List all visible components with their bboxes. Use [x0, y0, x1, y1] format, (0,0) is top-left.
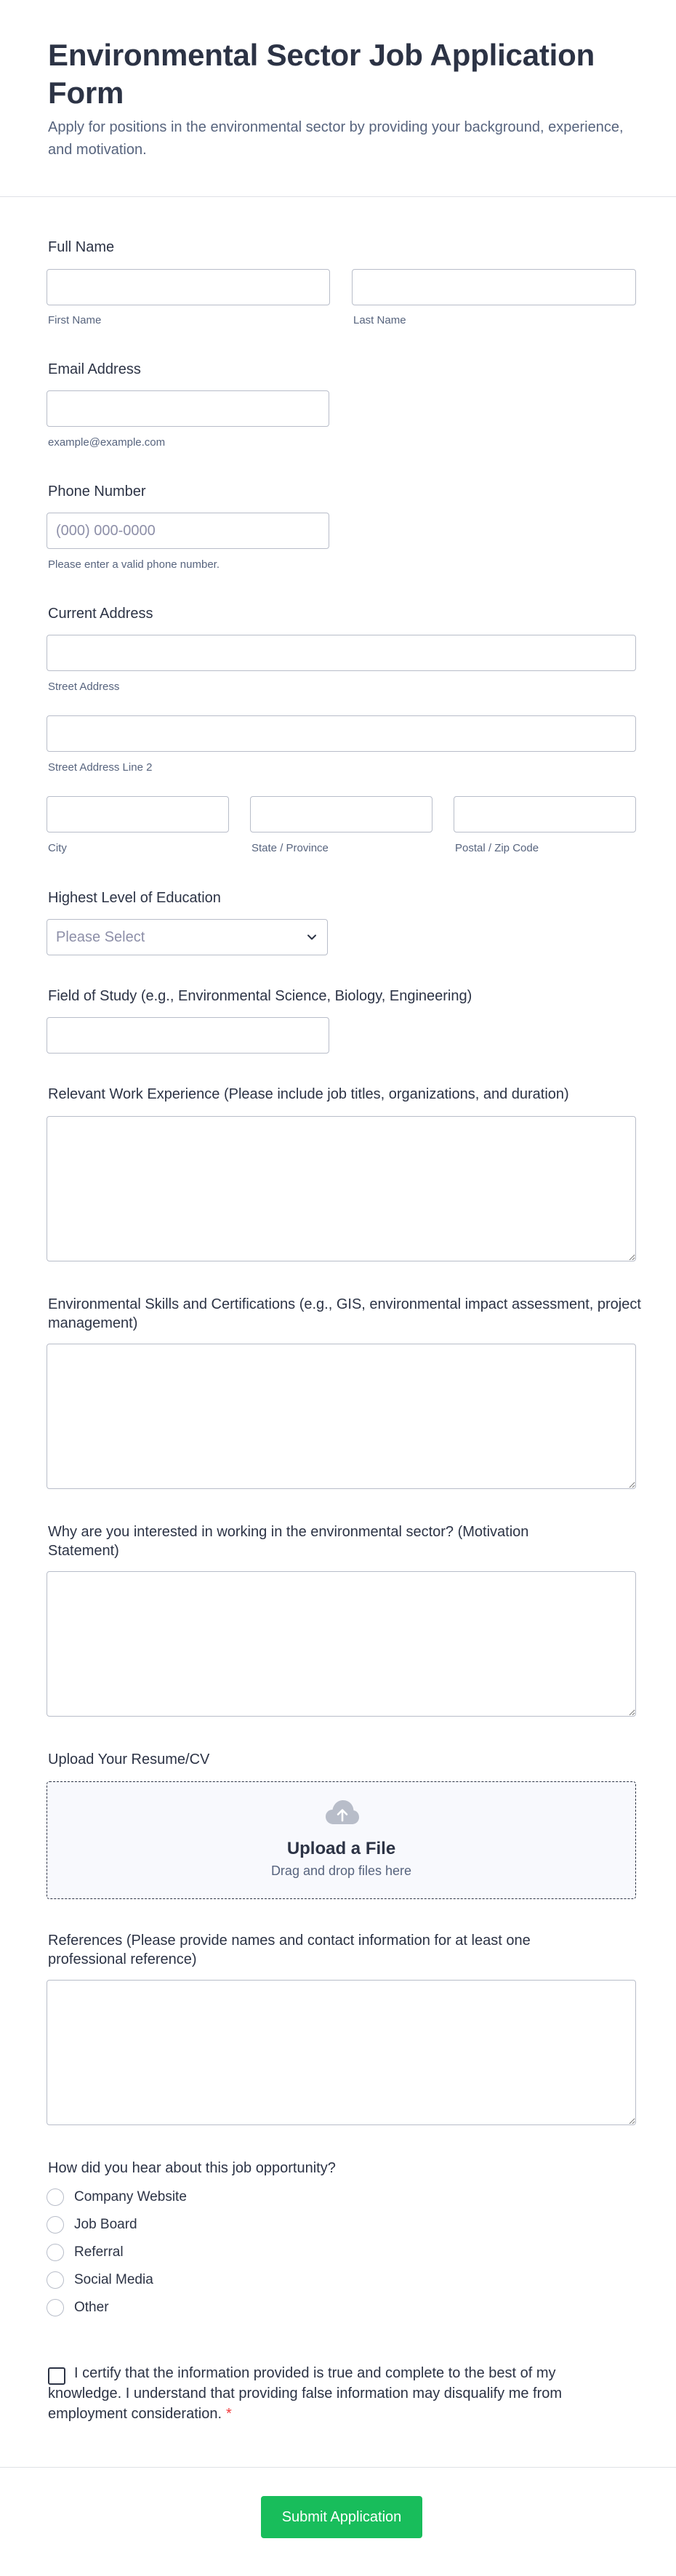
phone-label: Phone Number — [48, 483, 146, 499]
state-sublabel: State / Province — [252, 842, 329, 854]
work-experience-label: Relevant Work Experience (Please include job titles, organizations, and duration) — [48, 1086, 569, 1102]
education-select[interactable] — [47, 919, 328, 955]
resume-upload-dropzone[interactable] — [47, 1781, 636, 1899]
source-label: How did you hear about this job opportunity? — [48, 2160, 336, 2176]
address-label: Current Address — [48, 606, 153, 622]
last-name-input[interactable] — [352, 269, 636, 305]
zip-sublabel: Postal / Zip Code — [455, 842, 539, 854]
email-sublabel: example@example.com — [48, 436, 166, 449]
state-input[interactable] — [250, 796, 432, 832]
consent-block — [48, 2364, 586, 2425]
upload-title: Upload a File — [286, 1839, 396, 1858]
skills-label: Environmental Skills and Certifications (e.g., GIS, environmental impact assessment, project management) — [48, 1296, 641, 1331]
source-option-other[interactable] — [46, 2294, 187, 2322]
submit-application-button[interactable]: Submit Application — [261, 2496, 422, 2538]
email-input[interactable] — [47, 390, 329, 427]
first-name-input[interactable] — [47, 269, 330, 305]
source-radio-group — [46, 2183, 187, 2322]
phone-input[interactable] — [47, 513, 329, 549]
phone-sublabel: Please enter a valid phone number. — [48, 558, 220, 571]
source-option-social-media[interactable] — [46, 2266, 187, 2294]
last-name-sublabel: Last Name — [353, 314, 406, 326]
radio-button[interactable] — [47, 2188, 64, 2206]
source-option-company-website[interactable] — [46, 2183, 187, 2211]
full-name-label: Full Name — [48, 239, 115, 255]
email-label: Email Address — [48, 361, 141, 377]
source-option-job-board[interactable] — [46, 2211, 187, 2239]
references-label: References (Please provide names and contact information for at least one professional reference) — [48, 1933, 531, 1967]
required-mark: * — [226, 2406, 232, 2422]
street-address-input[interactable] — [47, 635, 636, 671]
radio-label: Job Board — [74, 2217, 137, 2232]
first-name-sublabel: First Name — [48, 314, 102, 326]
source-option-referral[interactable] — [46, 2239, 187, 2266]
radio-label: Other — [74, 2300, 109, 2315]
education-select-value: Please Select — [56, 929, 145, 945]
motivation-textarea[interactable] — [47, 1571, 636, 1717]
radio-button[interactable] — [47, 2271, 64, 2289]
zip-input[interactable] — [454, 796, 636, 832]
upload-hint: Drag and drop files here — [270, 1863, 412, 1878]
field-of-study-input[interactable] — [47, 1017, 329, 1054]
skills-textarea[interactable] — [47, 1344, 636, 1489]
chevron-down-icon — [307, 932, 317, 942]
radio-button[interactable] — [47, 2216, 64, 2234]
cloud-upload-icon — [325, 1798, 360, 1827]
work-experience-textarea[interactable] — [47, 1116, 636, 1261]
motivation-label: Why are you interested in working in the environmental sector? (Motivation Statement) — [48, 1524, 529, 1559]
radio-label: Social Media — [74, 2272, 153, 2287]
page-description: Apply for positions in the environmental sector by providing your background, experience, and motivation. — [48, 119, 624, 158]
resume-label: Upload Your Resume/CV — [48, 1752, 210, 1768]
street-address-line2-input[interactable] — [47, 715, 636, 752]
references-textarea[interactable] — [47, 1980, 636, 2125]
city-sublabel: City — [48, 842, 67, 854]
consent-statement: I certify that the information provided is true and complete to the best of my knowledge. I understand that providing false information may disqualify me from employment consideration. — [48, 2365, 563, 2422]
street-address-sublabel: Street Address — [48, 681, 120, 693]
form-footer — [0, 2467, 676, 2576]
page-title: Environmental Sector Job Application Form — [48, 38, 595, 110]
radio-label: Referral — [74, 2244, 124, 2260]
form-header — [0, 0, 676, 197]
street-address-line2-sublabel: Street Address Line 2 — [48, 761, 153, 774]
radio-button[interactable] — [47, 2299, 64, 2316]
field-of-study-label: Field of Study (e.g., Environmental Science, Biology, Engineering) — [48, 988, 472, 1004]
radio-button[interactable] — [47, 2244, 64, 2261]
consent-text — [48, 2363, 571, 2424]
radio-label: Company Website — [74, 2189, 187, 2204]
education-label: Highest Level of Education — [48, 890, 221, 906]
city-input[interactable] — [47, 796, 229, 832]
